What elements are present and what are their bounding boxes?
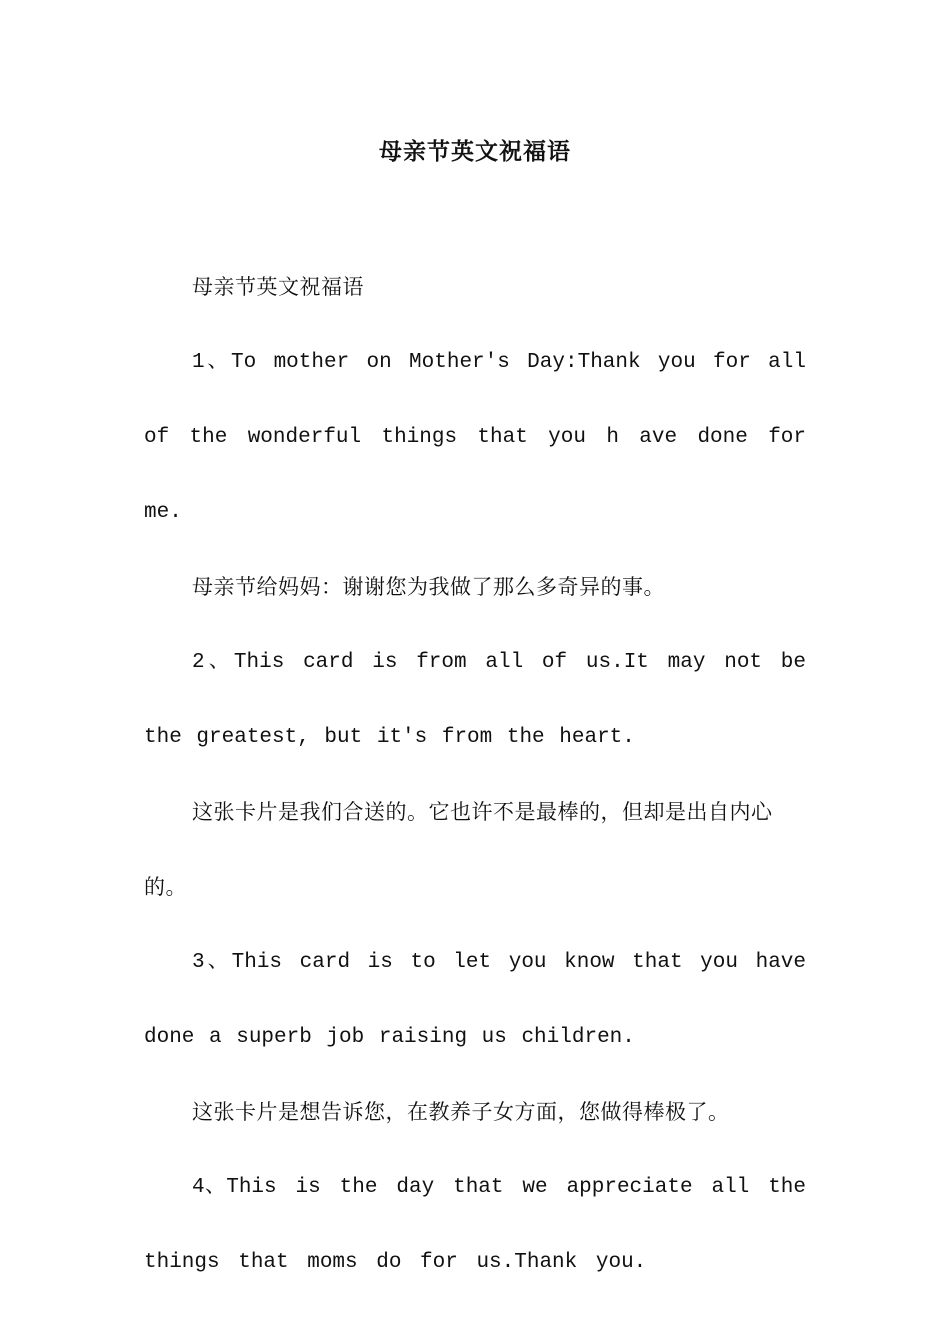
paragraph-wish-3-en: 3、This card is to let you know that you have done a superb job raising us children. [144,951,806,1049]
paragraph-wish-1-en: 1、To mother on Mother's Day:Thank you for all of the wonderful things that you h ave done for me. [144,351,806,524]
paragraph-wish-2-cn: 这张卡片是我们合送的。它也许不是最棒的，但却是出自内心的。 [144,800,773,899]
document-title: 母亲节英文祝福语 [379,138,571,165]
paragraph-wish-2-en: 2、This card is from all of us.It may not be the greatest, but it's from the heart. [144,651,806,749]
document-body [144,250,806,1300]
paragraph-wish-1-cn: 母亲节给妈妈：谢谢您为我做了那么多奇异的事。 [192,575,665,599]
paragraph-subtitle: 母亲节英文祝福语 [192,275,364,299]
paragraph-wish-3-cn: 这张卡片是想告诉您，在教养子女方面，您做得棒极了。 [192,1100,730,1124]
paragraph-wish-4-en: 4、This is the day that we appreciate all the things that moms do for us.Thank you. [144,1176,806,1274]
